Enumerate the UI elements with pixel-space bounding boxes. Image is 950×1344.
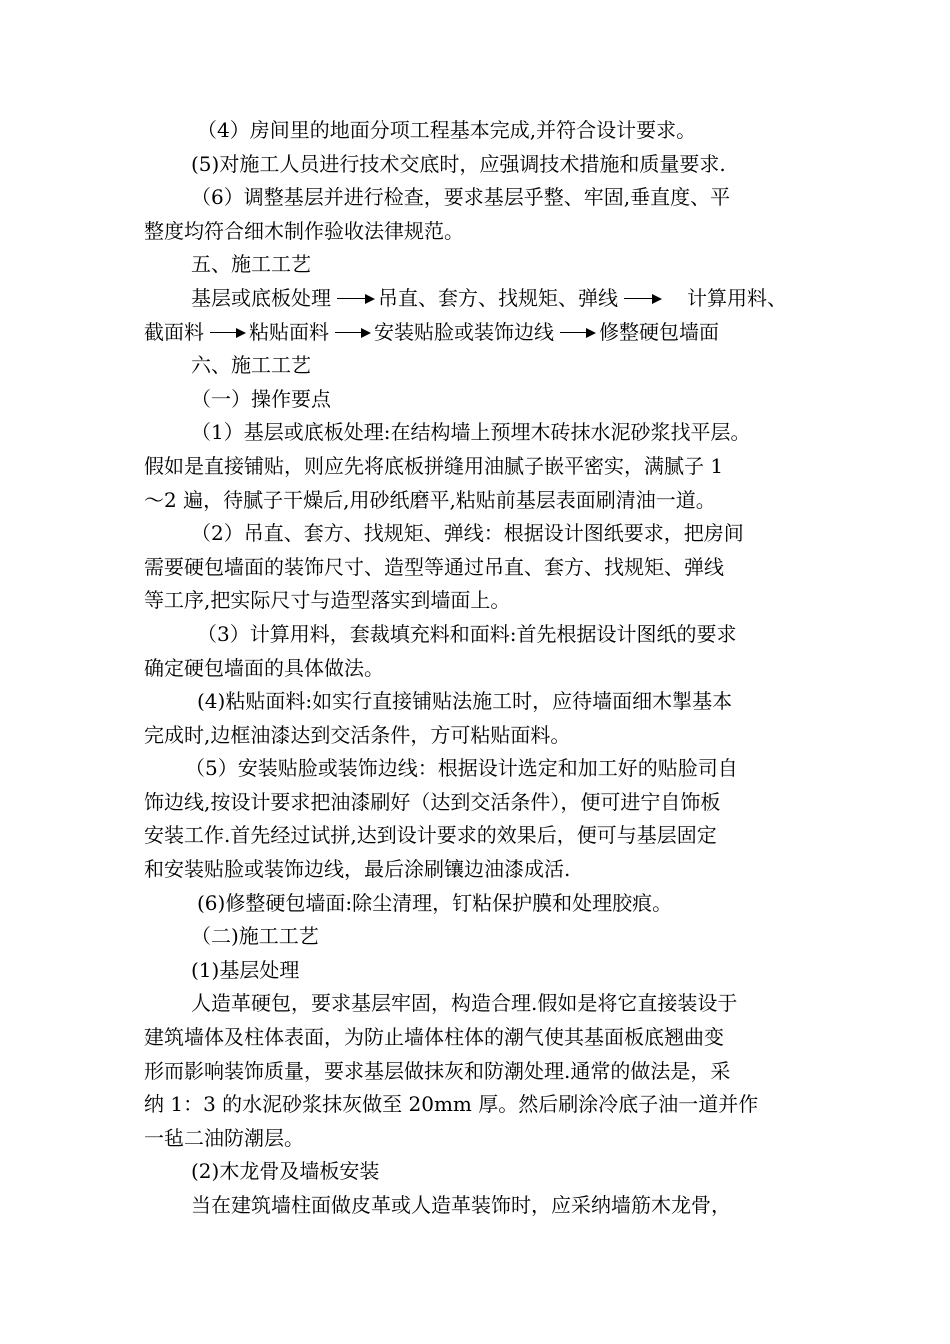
flow-step: 计算用料、 — [687, 285, 787, 310]
paragraph-line-first: （4）房间里的地面分项工程基本完成,并符合设计要求。 — [197, 118, 697, 142]
paragraph-line-first: (6)修整硬包墙面:除尘清理，钉粘保护膜和处理胶痕。 — [197, 890, 673, 915]
paragraph-line: 等工序,把实际尺寸与造型落实到墙面上。 — [144, 588, 511, 613]
paragraph-line-first: （一）操作要点 — [191, 386, 331, 411]
paragraph-line-first: （1）基层或底板处理:在结构墙上预埋木砖抹水泥砂浆找平层。 — [191, 420, 751, 445]
paragraph-line: 和安装贴脸或装饰边线，最后涂刷镶边油漆成活. — [144, 857, 571, 882]
paragraph-line-first: (2)木龙骨及墙板安装 — [191, 1159, 380, 1184]
paragraph-line: 建筑墙体及柱体表面，为防止墙体柱体的潮气使其基面板底翘曲变 — [144, 1025, 724, 1050]
paragraph-line-first: 六、施工工艺 — [191, 353, 311, 378]
flow-step: 修整硬包墙面 — [599, 319, 719, 344]
paragraph-line: 需要硬包墙面的装饰尺寸、造型等通过吊直、套方、找规矩、弹线 — [144, 554, 724, 579]
paragraph-line-first: (4)粘贴面料:如实行直接铺贴法施工时，应待墙面细木掣基本 — [197, 689, 733, 714]
paragraph-line-first: （2）吊直、套方、找规矩、弹线：根据设计图纸要求，把房间 — [191, 521, 744, 546]
document-body — [144, 114, 824, 1223]
paragraph-line-first: (1)基层处理 — [191, 957, 300, 982]
paragraph-line: 一毡二油防潮层。 — [144, 1125, 304, 1150]
paragraph-line-first: （6）调整基层并进行检查，要求基层乎整、牢固,垂直度、平 — [191, 185, 731, 210]
paragraph-line-first: 人造革硬包，要求基层牢固，构造合理.假如是将它直接装设于 — [191, 991, 738, 1016]
paragraph-line: 完成时,边框油漆达到交活条件，方可粘贴面料。 — [144, 722, 571, 747]
arrow-right-icon — [337, 293, 375, 305]
arrow-right-icon — [210, 327, 246, 339]
paragraph-line-first: （二)施工工艺 — [191, 924, 319, 949]
flow-step: 吊直、套方、找规矩、弹线 — [378, 285, 618, 310]
paragraph-line: 假如是直接铺贴，则应先将底板拼缝用油腻子嵌平密实，满腻子 1 — [144, 453, 724, 478]
paragraph-line-first: （3）计算用料，套裁填充料和面料:首先根据设计图纸的要求 — [197, 621, 737, 646]
flow-step: 粘贴面料 — [249, 319, 329, 344]
paragraph-line: 纳 1：3 的水泥砂浆抹灰做至 20mm 厚。然后刷涂冷底子油一道并作 — [144, 1092, 759, 1117]
paragraph-line: 整度均符合细木制作验收法律规范。 — [144, 218, 464, 243]
paragraph-line: 饰边线,按设计要求把油漆刷好（达到交活条件），便可进宁自饰板 — [144, 789, 721, 814]
arrow-right-icon — [335, 327, 371, 339]
arrow-right-icon — [624, 293, 662, 305]
process-flow-line — [144, 316, 824, 350]
flow-step: 基层或底板处理 — [191, 285, 331, 310]
flow-step: 截面料 — [144, 319, 204, 344]
paragraph-line-first: （5）安装贴脸或装饰边线：根据设计选定和加工好的贴脸司自 — [185, 756, 738, 781]
flow-step: 安装贴脸或装饰边线 — [374, 319, 554, 344]
paragraph-line-first: (5)对施工人员进行技术交底时，应强调技术措施和质量要求. — [191, 151, 726, 176]
paragraph-line-first: 当在建筑墙柱面做皮革或人造革装饰时，应采纳墙筋木龙骨， — [191, 1193, 731, 1217]
paragraph-line: ～2 遍，待腻子干燥后,用砂纸磨平,粘贴前基层表面刷清油一道。 — [144, 487, 716, 512]
arrow-right-icon — [560, 327, 596, 339]
paragraph-line: 确定硬包墙面的具体做法。 — [144, 655, 384, 680]
paragraph-line-first: 五、施工工艺 — [191, 252, 311, 277]
process-flow-line — [144, 282, 824, 316]
paragraph-line: 安装工作.首先经过试拼,达到设计要求的效果后，便可与基层固定 — [144, 823, 717, 848]
paragraph-line: 形而影响装饰质量，要求基层做抹灰和防潮处理.通常的做法是，采 — [144, 1058, 731, 1083]
